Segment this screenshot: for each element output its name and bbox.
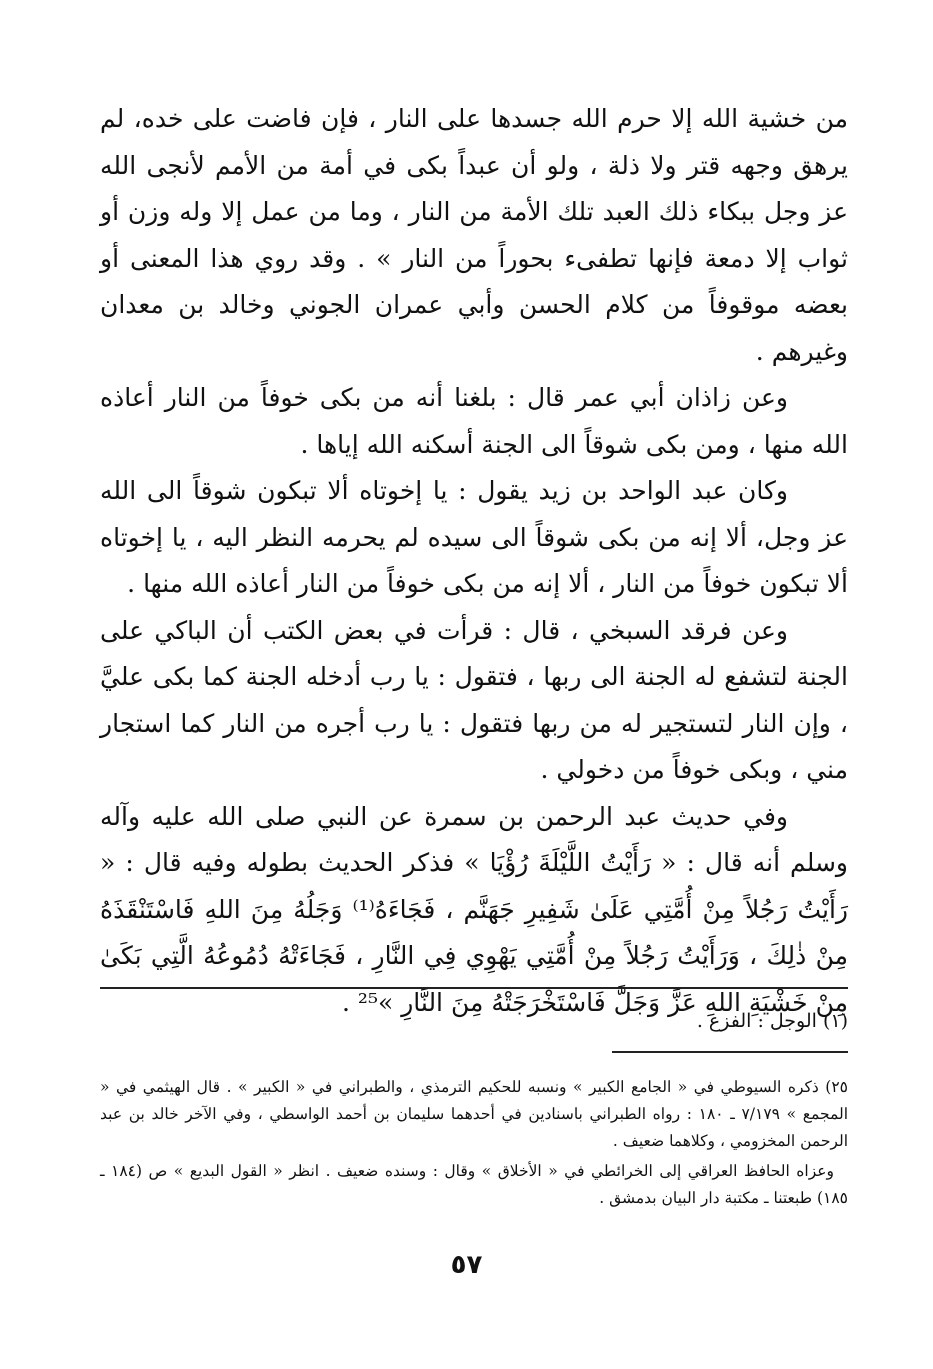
footnote-1: (١) الوجل : الفزع . xyxy=(696,1010,848,1032)
main-text xyxy=(100,96,848,1026)
footnote-divider-short xyxy=(612,1051,848,1053)
footnote-25-part-b: وعزاه الحافظ العراقي إلى الخرائطي في « الأخلاق » وقال : وسنده ضعيف . انظر « القول البديع » ص (١٨٤ ـ ١٨٥) طبعتنا ـ مكتبة دار البيان بدمشق . xyxy=(100,1162,848,1207)
footnote-divider xyxy=(100,987,848,989)
footnote-25 xyxy=(100,1074,848,1212)
paragraph-3: وكان عبد الواحد بن زيد يقول : يا إخوتاه ألا تبكون شوقاً الى الله عز وجل، ألا إنه من بكى شوقاً الى سيده لم يحرمه النظر اليه ، يا إخوتاه ألا تبكون خوفاً من النار ، ألا إنه من بكى خوفاً من النار أعاذه الله منها . xyxy=(100,476,848,598)
page-number: ٥٧ xyxy=(450,1250,483,1280)
paragraph-1: من خشية الله إلا حرم الله جسدها على النار ، فإن فاضت على خده، لم يرهق وجهه قتر ولا ذلة ، ولو أن عبداً بكى في أمة من الأمم لأنجى الله عز وجل ببكاء ذلك العبد تلك الأمة من النار ، وما من عمل إلا وله وزن أو ثواب إلا دمعة فإنها تطفىء بحوراً من النار » . وقد روي هذا المعنى أو بعضه موقوفاً من كلام الحسن وأبي عمران الجوني وخالد بن معدان وغيرهم . xyxy=(100,104,848,366)
footnote-25-part-a: ٢٥) ذكره السيوطي في « الجامع الكبير » ونسبه للحكيم الترمذي ، والطبراني في « الكبير » . قال الهيثمي في « المجمع » ٧/١٧٩ ـ ١٨٠ : رواه الطبراني باسنادين في أحدهما سليمان بن أحمد الواسطي ، وفي الآخر خالد بن عبد الرحمن المخزومي ، وكلاهما ضعيف . xyxy=(100,1078,848,1150)
paragraph-4: وعن فرقد السبخي ، قال : قرأت في بعض الكتب أن الباكي على الجنة لتشفع له الجنة الى ربها ، فتقول : يا رب أدخله الجنة كما بكى عليَّ ، وإن النار لتستجير له من ربها فتقول : يا رب أجره من النار كما استجار مني ، وبكى خوفاً من دخولي . xyxy=(100,615,848,784)
paragraph-5: وفي حديث عبد الرحمن بن سمرة عن النبي صلى الله عليه وآله وسلم أنه قال : « رَأَيْتُ اللَّيْلَةَ رُؤْيَا » فذكر الحديث بطوله وفيه قال : « رَأَيْتُ رَجُلاً مِنْ أُمَّتِي عَلَىٰ شَفِيرِ جَهَنَّم ، فَجَاءَهُ⁽¹⁾ وَجَلُهُ مِنَ اللهِ فَاسْتَنْقَذَهُ مِنْ ذٰلِكَ ، وَرَأَيْتُ رَجُلاً مِنْ أُمَّتِي يَهْوِي فِي النَّارِ ، فَجَاءَتْهُ دُمُوعُهُ الَّتِي بَكَىٰ مِنْ خَشْيَةِ اللهِ عَزَّ وَجَلَّ فَاسْتَخْرَجَتْهُ مِنَ النَّارِ »²⁵ . xyxy=(100,801,848,1017)
paragraph-2: وعن زاذان أبي عمر قال : بلغنا أنه من بكى خوفاً من النار أعاذه الله منها ، ومن بكى شوقاً الى الجنة أسكنه الله إياها . xyxy=(100,383,848,459)
